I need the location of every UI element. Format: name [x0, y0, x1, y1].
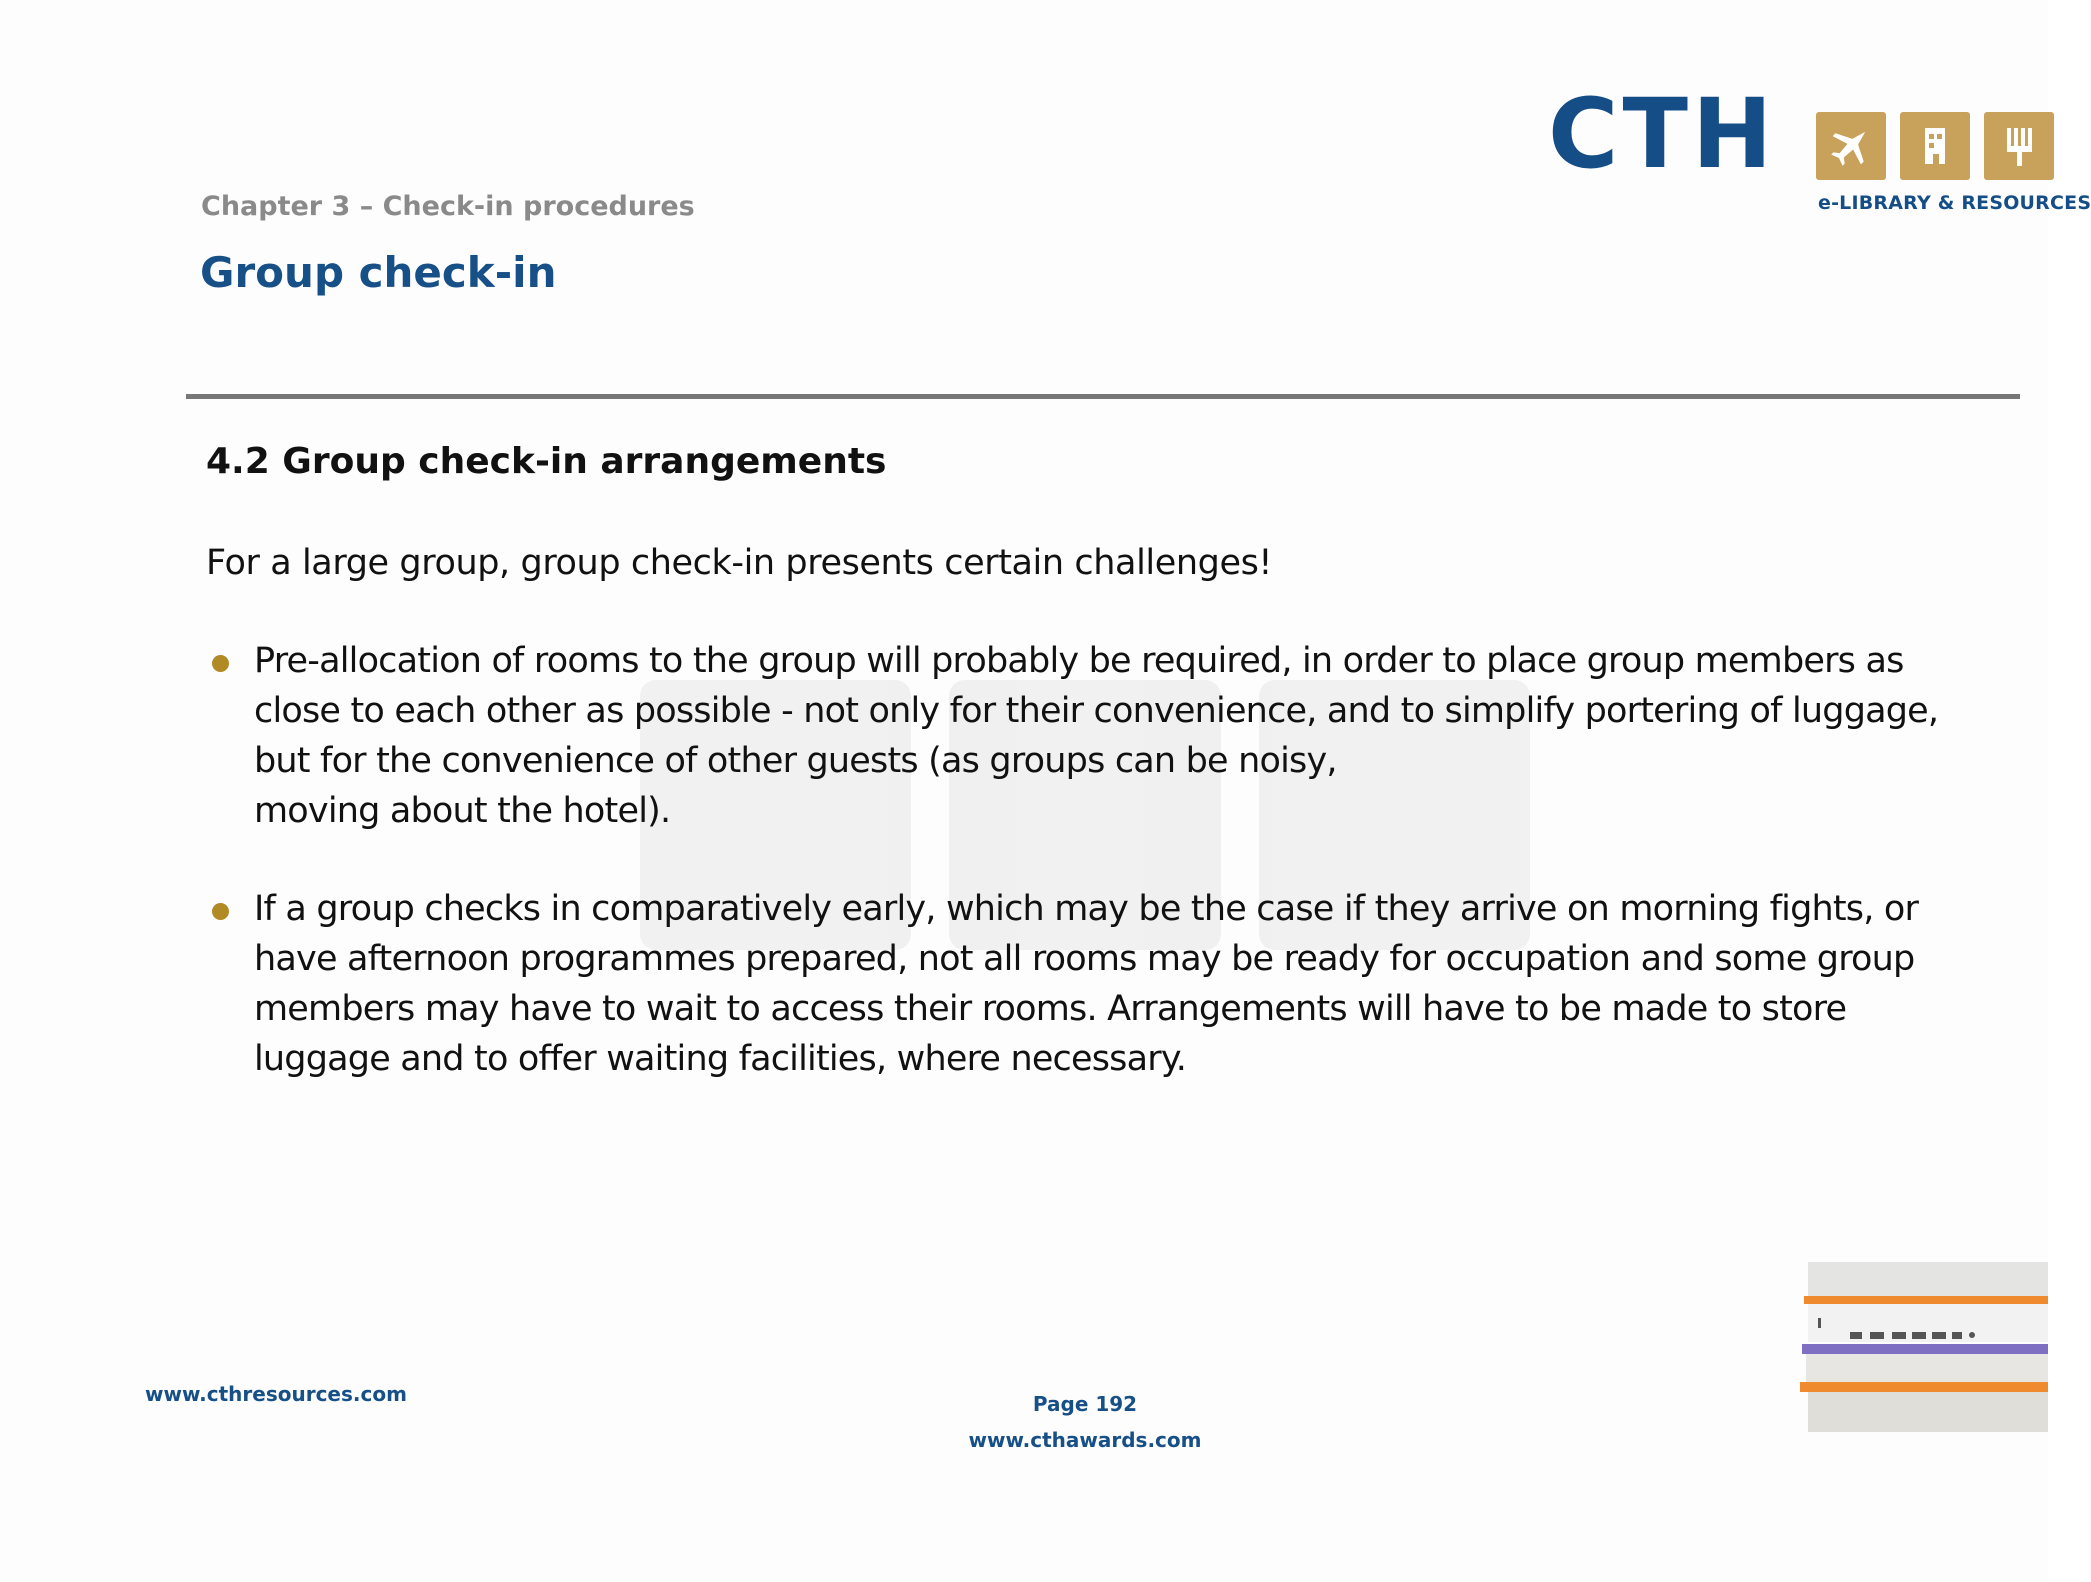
cth-logo [1548, 78, 2091, 220]
airplane-icon [1816, 112, 1886, 180]
logo-tagline: e-LIBRARY & RESOURCES [1818, 192, 2091, 214]
bullet-line: moving about the hotel). [254, 791, 671, 831]
bullet-line: close to each other as possible - not only for their convenience, and to simplify portering of luggage, [254, 691, 1939, 731]
section-heading: 4.2 Group check-in arrangements [206, 441, 887, 482]
header-divider [186, 394, 2020, 399]
fork-icon [1984, 112, 2054, 180]
page-number: Page 192 [1032, 1392, 1138, 1416]
bullet-item [206, 636, 2014, 836]
footer-awards-link[interactable]: www.cthawards.com [968, 1428, 1202, 1452]
bullet-line: but for the convenience of other guests (as groups can be noisy, [254, 741, 1337, 781]
page-title: Group check-in [200, 248, 557, 297]
book-stack-icon [1800, 1262, 2048, 1432]
bullet-line: luggage and to offer waiting facilities, where necessary. [254, 1039, 1187, 1079]
bullet-list [206, 636, 2006, 1084]
footer-resources-link[interactable]: www.cthresources.com [145, 1382, 407, 1406]
bullet-dot-icon [212, 655, 229, 672]
bullet-item [206, 884, 2014, 1084]
content-body [206, 440, 2006, 1132]
bullet-line: have afternoon programmes prepared, not all rooms may be ready for occupation and some group [254, 939, 1915, 979]
chapter-label: Chapter 3 – Check-in procedures [201, 191, 695, 222]
building-icon [1900, 112, 1970, 180]
intro-paragraph: For a large group, group check-in presents certain challenges! [206, 543, 1273, 583]
bullet-line: members may have to wait to access their rooms. Arrangements will have to be made to store [254, 989, 1847, 1029]
bullet-line: If a group checks in comparatively early, which may be the case if they arrive on morning fights, or [254, 889, 1919, 929]
bullet-line: Pre-allocation of rooms to the group will probably be required, in order to place group members as [254, 641, 1904, 681]
footer-center [930, 1386, 1240, 1458]
bullet-dot-icon [212, 903, 229, 920]
logo-wordmark: CTH [1548, 78, 1777, 190]
